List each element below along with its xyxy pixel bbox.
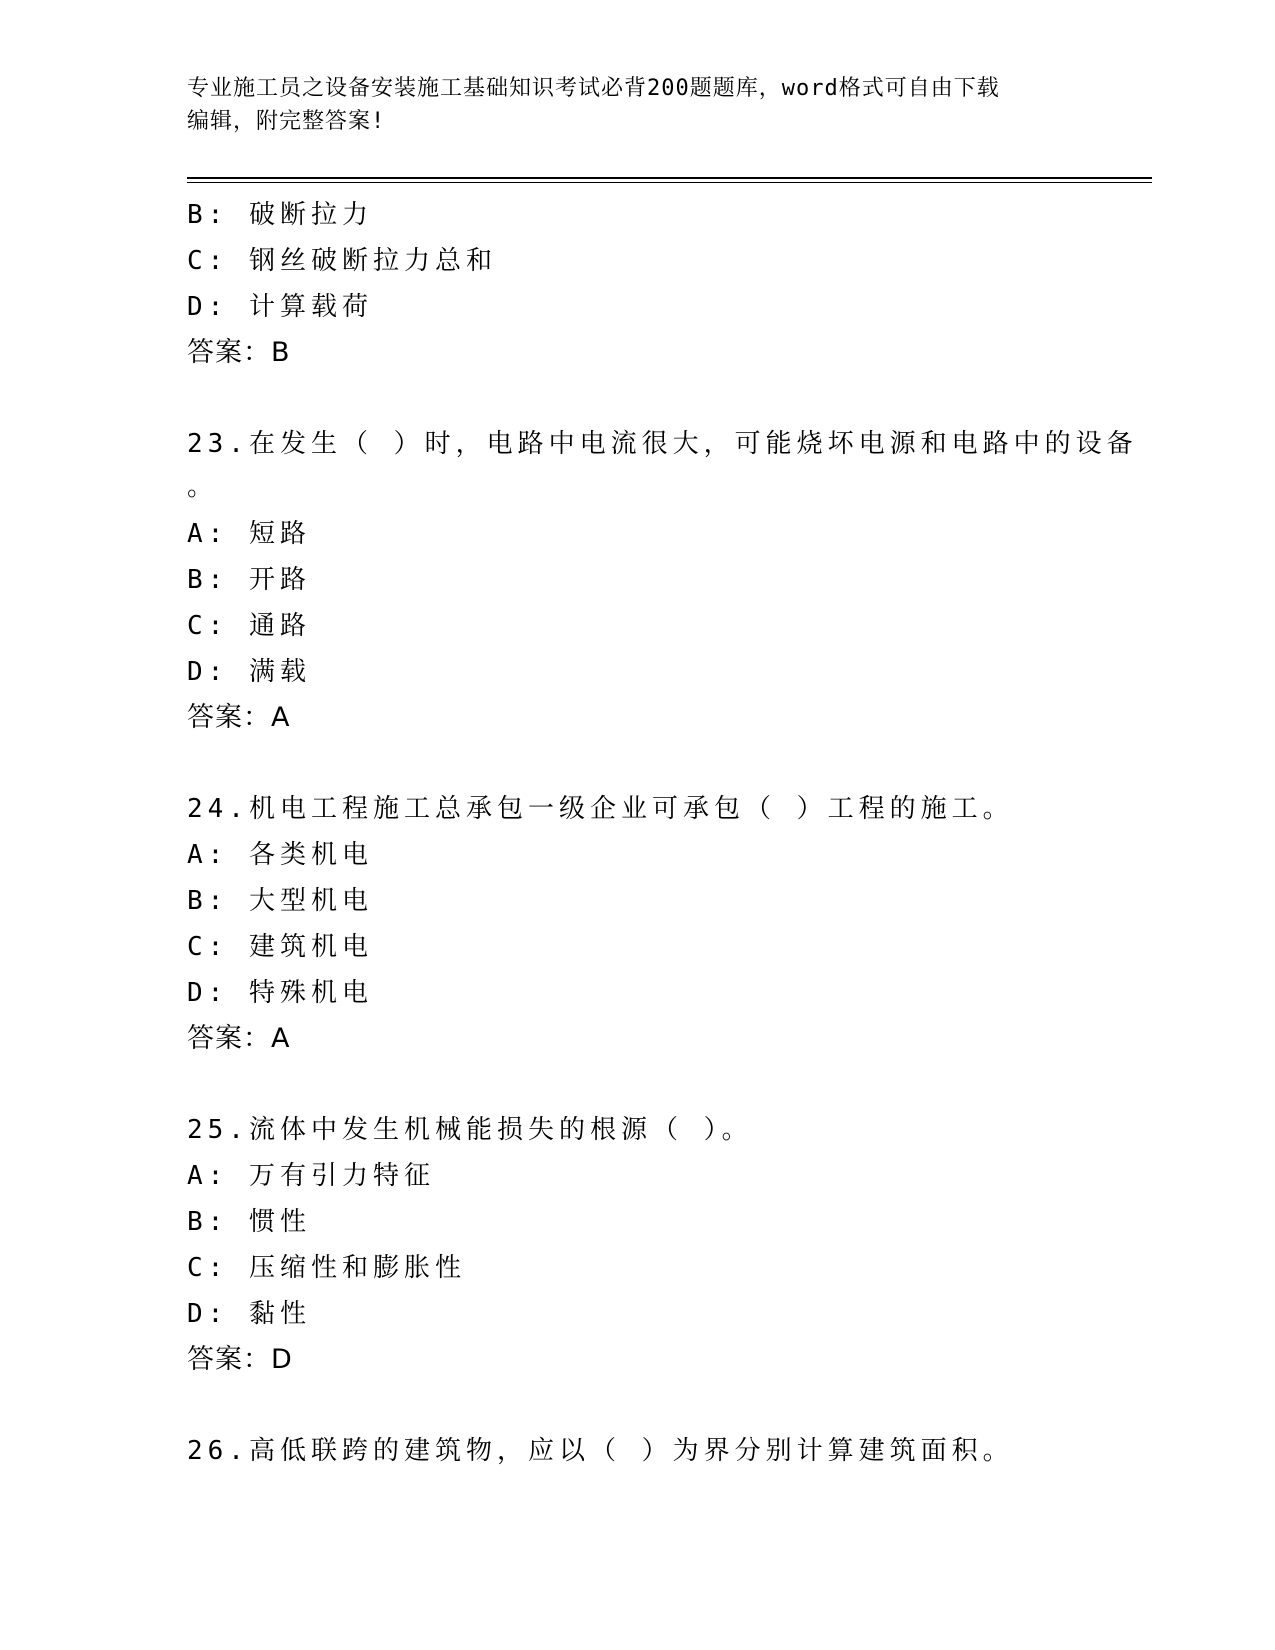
answer: 答案：A <box>187 1023 291 1054</box>
option-b: B: 开路 <box>187 565 311 595</box>
option-a: A: 短路 <box>187 519 311 549</box>
question-stem-wrap: 。 <box>187 472 219 502</box>
answer: 答案：B <box>187 337 291 368</box>
spacer <box>187 1062 1137 1107</box>
option-b: B: 破断拉力 <box>187 200 373 230</box>
option-a: A: 各类机电 <box>187 840 373 870</box>
option-b: B: 惯性 <box>187 1207 311 1237</box>
header-rule-top <box>187 177 1152 179</box>
spacer <box>187 1383 1137 1428</box>
question-stem: 25.流体中发生机械能损失的根源（ ）。 <box>187 1115 753 1145</box>
spacer <box>187 741 1137 786</box>
question-23 <box>187 421 1137 741</box>
option-a: A: 万有引力特征 <box>187 1161 435 1191</box>
question-list <box>187 192 1137 1474</box>
question-stem: 26.高低联跨的建筑物，应以（ ）为界分别计算建筑面积。 <box>187 1436 1014 1466</box>
question-stem: 24.机电工程施工总承包一级企业可承包（ ）工程的施工。 <box>187 794 1014 824</box>
option-b: B: 大型机电 <box>187 886 373 916</box>
question-24 <box>187 786 1137 1062</box>
header-line-1: 专业施工员之设备安装施工基础知识考试必背200题题库，word格式可自由下载 <box>187 76 1000 101</box>
header-rule-bottom <box>187 182 1152 183</box>
question-22 <box>187 192 1137 376</box>
option-c: C: 建筑机电 <box>187 932 373 962</box>
question-25 <box>187 1107 1137 1383</box>
option-d: D: 特殊机电 <box>187 978 373 1008</box>
header-line-2: 编辑，附完整答案! <box>187 109 386 134</box>
option-d: D: 黏性 <box>187 1299 311 1329</box>
option-c: C: 压缩性和膨胀性 <box>187 1253 466 1283</box>
question-26 <box>187 1428 1137 1474</box>
option-d: D: 满载 <box>187 657 311 687</box>
answer: 答案：D <box>187 1344 293 1375</box>
answer: 答案：A <box>187 702 291 733</box>
option-c: C: 通路 <box>187 611 311 641</box>
question-stem: 23.在发生（ ）时，电路中电流很大，可能烧坏电源和电路中的设备 <box>187 429 1138 459</box>
option-c: C: 钢丝破断拉力总和 <box>187 246 497 276</box>
option-d: D: 计算载荷 <box>187 292 373 322</box>
document-header <box>187 72 1087 138</box>
spacer <box>187 376 1137 421</box>
